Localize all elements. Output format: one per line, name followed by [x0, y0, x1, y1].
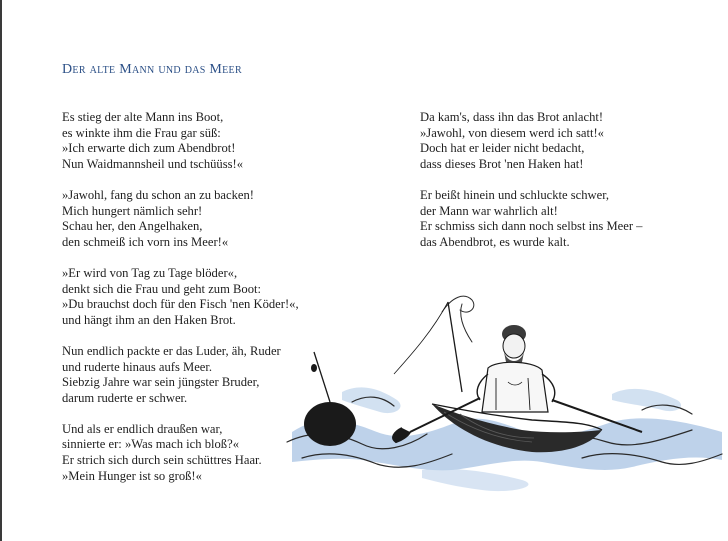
verse-line: das Abendbrot, es wurde kalt.: [420, 234, 570, 249]
verse-line: »Mein Hunger ist so groß!«: [62, 468, 202, 483]
verse-line: und ruderte hinaus aufs Meer.: [62, 359, 213, 374]
verse-line: Nun Waidmannsheil und tschüüss!«: [62, 156, 243, 171]
stanza: [62, 188, 362, 250]
verse-line: es winkte ihm die Frau gar süß:: [62, 125, 221, 140]
poem-title: Der alte Mann und das Meer: [62, 62, 242, 77]
verse-line: »Jawohl, fang du schon an zu backen!: [62, 187, 254, 202]
verse-line: und hängt ihm an den Haken Brot.: [62, 312, 236, 327]
verse-line: Schau her, den Angelhaken,: [62, 219, 203, 234]
verse-line: sinnierte er: »Was mach ich bloß?«: [62, 437, 239, 452]
verse-line: Nun endlich packte er das Luder, äh, Ruder: [62, 343, 281, 358]
verse-line: der Mann war wahrlich alt!: [420, 203, 558, 218]
verse-line: Da kam's, dass ihn das Brot anlacht!: [420, 110, 604, 124]
verse-line: Er strich sich durch sein schüttres Haar.: [62, 453, 262, 468]
right-column: [420, 110, 720, 266]
verse-line: Doch hat er leider nicht bedacht,: [420, 141, 585, 156]
verse-line: Es stieg der alte Mann ins Boot,: [62, 110, 224, 124]
verse-line: »Du brauchst doch für den Fisch 'nen Köder!«,: [62, 297, 299, 312]
page-edge: [0, 0, 2, 541]
verse-line: Er beißt hinein und schluckte schwer,: [420, 187, 610, 202]
fishing-rod: [394, 302, 462, 392]
verse-line: »Ich erwarte dich zum Abendbrot!: [62, 141, 236, 156]
verse-line: dass dieses Brot 'nen Haken hat!: [420, 156, 584, 171]
verse-line: »Jawohl, von diesem werd ich satt!«: [420, 125, 604, 140]
stanza: [62, 110, 362, 172]
verse-line: Er schmiss sich dann noch selbst ins Meer –: [420, 219, 643, 234]
verse-line: Mich hungert nämlich sehr!: [62, 203, 203, 218]
verse-line: Und als er endlich draußen war,: [62, 421, 223, 436]
verse-line: darum ruderte er schwer.: [62, 390, 188, 405]
old-man-figure: [477, 325, 555, 412]
verse-line: den schmeiß ich vorn ins Meer!«: [62, 234, 229, 249]
stanza: [420, 188, 720, 250]
verse-line: Siebzig Jahre war sein jüngster Bruder,: [62, 375, 260, 390]
old-man-boat-illustration: [282, 282, 728, 502]
stanza: [420, 110, 720, 172]
verse-line: »Er wird von Tag zu Tage blöder«,: [62, 265, 238, 280]
verse-line: denkt sich die Frau und geht zum Boot:: [62, 281, 262, 296]
